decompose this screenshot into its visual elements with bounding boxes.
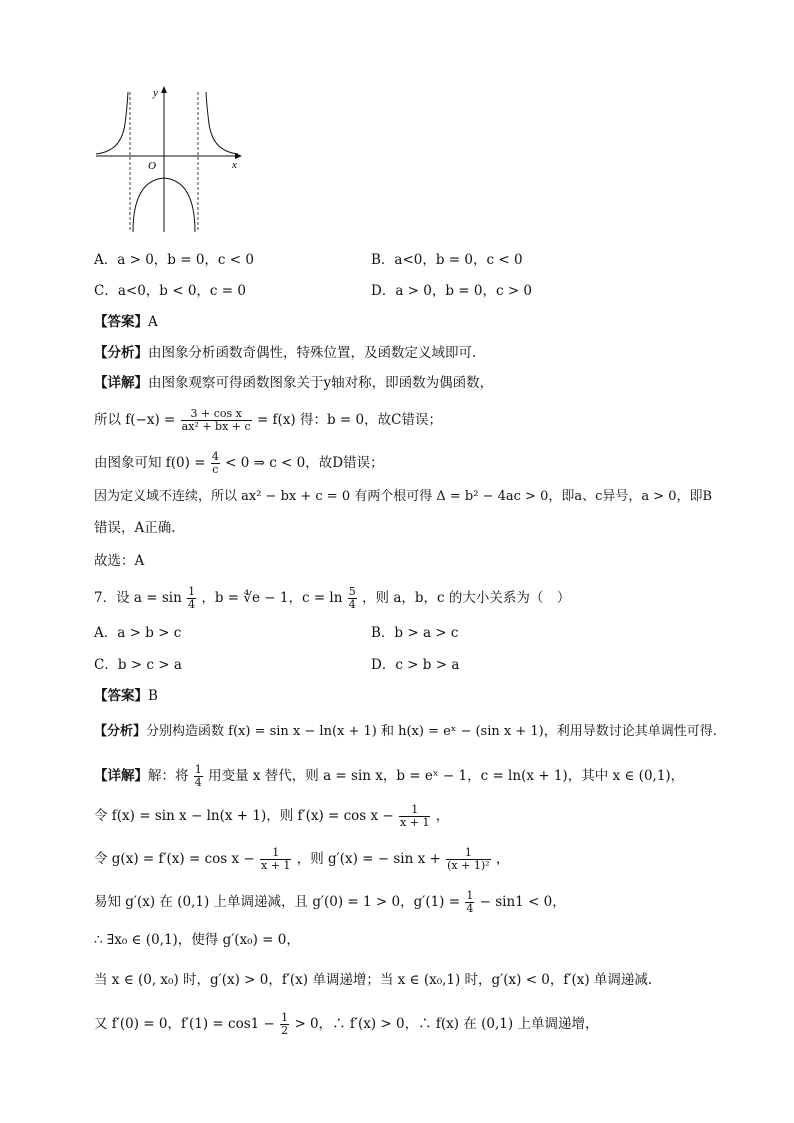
- q7-stem: [94, 586, 570, 611]
- detail-tag: 【详解】: [94, 375, 148, 391]
- detail-2-pre: 令 f(x) = sin x − ln(x + 1)，则 f′(x) = cos x −: [94, 808, 394, 824]
- fraction-den: x + 1: [400, 816, 430, 829]
- fraction-num: 5: [348, 585, 356, 598]
- fraction-num: 1: [188, 585, 196, 598]
- q6-option-b: B．a<0，b = 0，c < 0: [371, 252, 523, 268]
- detail-3-post: < 0 ⇒ c < 0，故D错误；: [225, 455, 384, 471]
- origin-label: O: [148, 160, 156, 172]
- y-axis-arrow: [161, 86, 167, 93]
- q6-option-a: A．a > 0，b = 0，c < 0: [94, 252, 254, 268]
- detail-4-pre: 易知 g′(x) 在 (0,1) 上单调递减，且 g′(0) = 1 > 0，g′(1) =: [94, 894, 461, 910]
- x-axis-label: x: [232, 159, 237, 171]
- q6-analysis: [94, 343, 476, 363]
- q7-detail-7: [94, 1012, 598, 1037]
- analysis-text: 分别构造函数 f(x) = sin x − ln(x + 1) 和 h(x) = eˣ − (sin x + 1)，利用导数讨论其单调性可得.: [146, 724, 717, 739]
- fraction-num: 4: [211, 450, 219, 463]
- analysis-tag: 【分析】: [94, 345, 148, 361]
- analysis-tag: 【分析】: [94, 724, 147, 739]
- fraction: [181, 408, 252, 433]
- q7-detail-5: ∴ ∃x₀ ∈ (0,1)，使得 g′(x₀) = 0，: [94, 932, 300, 948]
- q7-detail-1: [94, 764, 684, 789]
- detail-4-post: − sin1 < 0，: [479, 894, 566, 910]
- analysis-text: 由图象分析函数奇偶性，特殊位置，及函数定义域即可.: [148, 345, 477, 361]
- fraction: [194, 764, 203, 789]
- answer-tag: 【答案】: [94, 314, 148, 330]
- fraction-den: (x + 1)²: [447, 859, 490, 872]
- q7-detail-3: [94, 847, 509, 872]
- fraction-num: 3 + cos x: [181, 408, 252, 421]
- fraction-den: ax² + bx + c: [181, 420, 251, 433]
- upper-left-branch: [96, 92, 128, 154]
- answer-tag: 【答案】: [94, 688, 148, 704]
- fraction: [446, 847, 490, 872]
- fraction-num: 1: [399, 804, 430, 817]
- fraction-den: 2: [281, 1024, 289, 1037]
- q7-answer: [94, 686, 158, 706]
- q6-detail-2: [94, 408, 442, 433]
- detail-3-pre: 令 g(x) = f′(x) = cos x −: [94, 851, 255, 867]
- fraction-den: 4: [348, 598, 356, 611]
- fraction: [399, 804, 430, 829]
- fraction-den: 4: [188, 598, 196, 611]
- detail-1-pre: 解：将: [148, 768, 189, 784]
- fraction-num: 1: [466, 889, 474, 902]
- q6-option-d: D．a > 0，b = 0，c > 0: [371, 283, 533, 299]
- q7-option-a: A．a > b > c: [94, 625, 182, 641]
- detail-2-post: = f(x) 得：b = 0，故C错误；: [256, 412, 442, 428]
- fraction-den: 4: [466, 902, 474, 915]
- fraction-den: x + 1: [261, 859, 291, 872]
- q6-detail-4: 因为定义域不连续，所以 ax² − bx + c = 0 有两个根可得 Δ = b² − 4ac > 0，即a、c异号，a > 0，即B: [94, 489, 713, 504]
- detail-7-pre: 又 f′(0) = 0，f′(1) = cos1 −: [94, 1016, 275, 1032]
- detail-3-mid: ，则 g′(x) = − sin x +: [296, 851, 441, 867]
- q6-conclusion: 故选：A: [94, 553, 145, 569]
- answer-value: A: [148, 314, 158, 330]
- detail-2-post: ，: [435, 808, 450, 824]
- detail-1-post: 用变量 x 替代，则 a = sin x，b = eˣ − 1，c = ln(x + 1)，其中 x ∈ (0,1)，: [208, 768, 685, 784]
- detail-2-pre: 所以 f(−x) =: [94, 412, 176, 428]
- y-axis-label: y: [153, 87, 158, 99]
- fraction: [211, 451, 220, 476]
- fraction: [260, 847, 291, 872]
- detail-3-post: ，: [495, 851, 510, 867]
- function-graph: [92, 84, 248, 234]
- fraction-num: 1: [260, 847, 291, 860]
- fraction-num: 1: [446, 847, 490, 860]
- detail-tag: 【详解】: [94, 768, 148, 784]
- q6-answer: [94, 312, 158, 332]
- q7-detail-4: [94, 890, 566, 915]
- fraction-den: c: [212, 463, 219, 476]
- fraction-den: 4: [194, 776, 202, 789]
- fraction: [187, 586, 196, 611]
- fraction: [348, 586, 357, 611]
- fraction-num: 1: [281, 1011, 289, 1024]
- q6-option-c: C．a<0，b < 0，c = 0: [94, 283, 246, 299]
- q7-option-b: B．b > a > c: [371, 625, 459, 641]
- q7-detail-6: 当 x ∈ (0, x₀) 时，g′(x) > 0，f′(x) 单调递增；当 x ∈ (x₀,1) 时，g′(x) < 0，f′(x) 单调递减.: [94, 972, 653, 988]
- answer-value: B: [148, 688, 158, 704]
- upper-right-branch: [206, 92, 238, 154]
- detail-text: 由图象观察可得函数图象关于y轴对称，即函数为偶函数，: [148, 375, 494, 391]
- detail-3-pre: 由图象可知 f(0) =: [94, 455, 206, 471]
- detail-7-post: > 0，∴ f′(x) > 0，∴ f(x) 在 (0,1) 上单调递增，: [294, 1016, 599, 1032]
- q7-analysis: [94, 722, 717, 742]
- q7-option-d: D．c > b > a: [371, 657, 460, 673]
- fraction: [280, 1012, 289, 1037]
- q6-detail-1: [94, 373, 493, 393]
- stem-part-2: ，b = ∜e − 1，c = ln: [201, 590, 343, 606]
- q6-detail-3: [94, 451, 384, 476]
- fraction: [465, 890, 474, 915]
- q6-detail-5: 错误，A正确.: [94, 520, 176, 536]
- stem-part-1: 7．设 a = sin: [94, 590, 182, 606]
- q7-option-c: C．b > c > a: [94, 657, 182, 673]
- q7-detail-2: [94, 804, 449, 829]
- fraction-num: 1: [194, 763, 202, 776]
- stem-part-3: ，则 a，b，c 的大小关系为（ ）: [362, 590, 571, 606]
